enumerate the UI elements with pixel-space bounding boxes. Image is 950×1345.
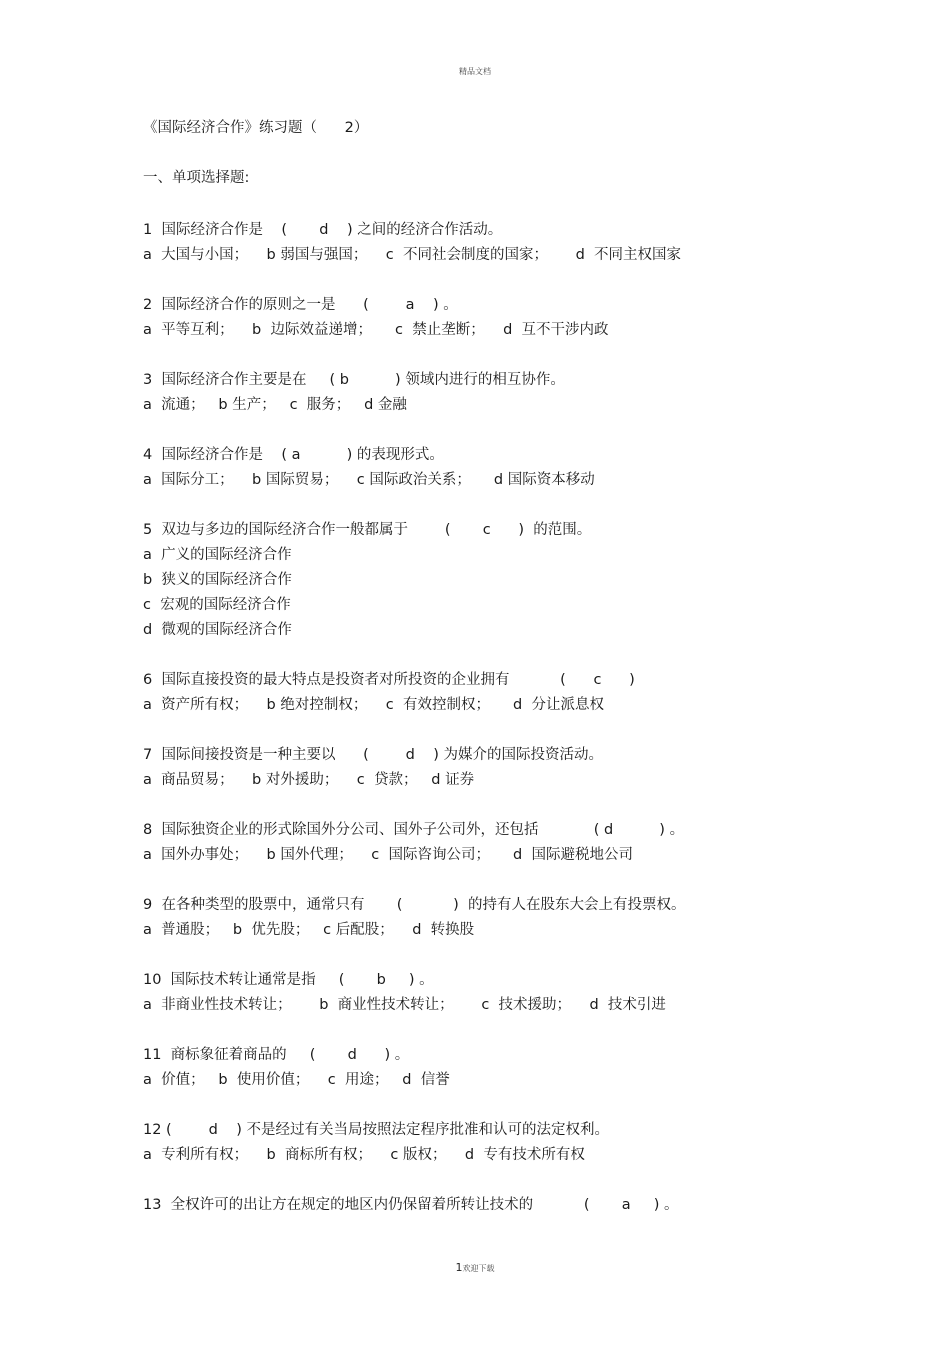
page-footer (0, 1261, 950, 1274)
question-text: 11 商标象征着商品的 ( d ) 。 (143, 1047, 410, 1063)
question-options: a 普通股； b 优先股； c 后配股； d 转换股 (143, 922, 475, 938)
question-options: a 非商业性技术转让； b 商业性技术转让； c 技术援助； d 技术引进 (143, 997, 666, 1013)
question-text: 4 国际经济合作是 ( a ) 的表现形式。 (143, 447, 444, 463)
question-list (143, 218, 863, 1218)
question-item (143, 1118, 863, 1168)
question-item (143, 518, 863, 643)
question-text: 7 国际间接投资是一种主要以 ( d ) 为媒介的国际投资活动。 (143, 747, 604, 763)
question-item (143, 368, 863, 418)
question-item (143, 893, 863, 943)
question-item (143, 1043, 863, 1093)
question-item (143, 218, 863, 268)
question-text: 10 国际技术转让通常是指 ( b ) 。 (143, 972, 434, 988)
question-options: a 流通； b 生产； c 服务； d 金融 (143, 397, 407, 413)
question-text: 13 全权许可的出让方在规定的地区内仍保留着所转让技术的 ( a ) 。 (143, 1197, 679, 1213)
question-item (143, 968, 863, 1018)
question-options: a 商品贸易； b 对外援助； c 贷款； d 证券 (143, 772, 475, 788)
question-item (143, 743, 863, 793)
page-number: 1 (455, 1261, 463, 1274)
question-options: d 微观的国际经济合作 (143, 622, 292, 638)
document-content (143, 118, 863, 1243)
document-title: 《国际经济合作》练习题（ 2） (143, 120, 369, 136)
question-text: 12 ( d ) 不是经过有关当局按照法定程序批准和认可的法定权利。 (143, 1122, 609, 1138)
page-header: 精品文档 (459, 67, 491, 76)
question-text: 9 在各种类型的股票中，通常只有 ( ) 的持有人在股东大会上有投票权。 (143, 897, 686, 913)
question-options: a 国际分工； b 国际贸易； c 国际政治关系； d 国际资本移动 (143, 472, 595, 488)
question-text: 8 国际独资企业的形式除国外分公司、国外子公司外，还包括 ( d ) 。 (143, 822, 685, 838)
question-text: 5 双边与多边的国际经济合作一般都属于 ( c ) 的范围。 (143, 522, 592, 538)
question-text: 2 国际经济合作的原则之一是 ( a ) 。 (143, 297, 458, 313)
question-item (143, 443, 863, 493)
question-options: a 专利所有权； b 商标所有权； c 版权； d 专有技术所有权 (143, 1147, 585, 1163)
question-options: b 狭义的国际经济合作 (143, 572, 292, 588)
question-options: c 宏观的国际经济合作 (143, 597, 291, 613)
footer-text: 欢迎下载 (462, 1264, 495, 1273)
question-options: a 平等互利； b 边际效益递增； c 禁止垄断； d 互不干涉内政 (143, 322, 609, 338)
question-text: 3 国际经济合作主要是在 ( b ) 领域内进行的相互协作。 (143, 372, 565, 388)
question-options: a 价值； b 使用价值； c 用途； d 信誉 (143, 1072, 450, 1088)
question-options: a 国外办事处； b 国外代理； c 国际咨询公司； d 国际避税地公司 (143, 847, 633, 863)
question-text: 1 国际经济合作是 ( d ) 之间的经济合作活动。 (143, 222, 503, 238)
question-text: 6 国际直接投资的最大特点是投资者对所投资的企业拥有 ( c ) (143, 672, 635, 688)
question-options: a 大国与小国； b 弱国与强国； c 不同社会制度的国家； d 不同主权国家 (143, 247, 682, 263)
question-options: a 广义的国际经济合作 (143, 547, 292, 563)
question-item (143, 668, 863, 718)
question-options: a 资产所有权； b 绝对控制权； c 有效控制权； d 分让派息权 (143, 697, 604, 713)
section-heading: 一、单项选择题: (143, 170, 250, 186)
question-item (143, 818, 863, 868)
question-item (143, 1193, 863, 1218)
question-item (143, 293, 863, 343)
